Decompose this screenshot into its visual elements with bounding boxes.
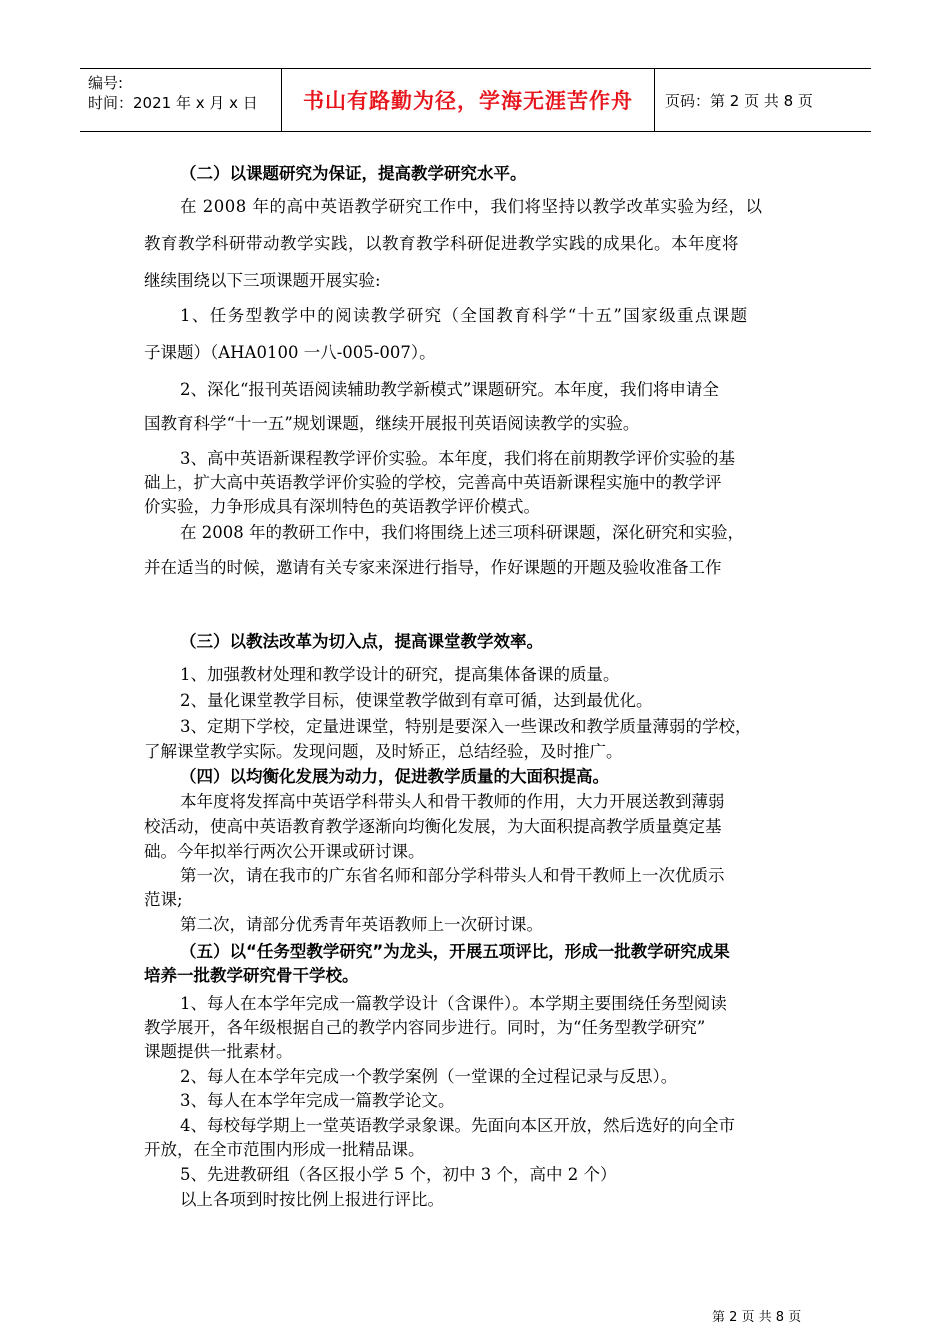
section4-line: 第二次，请部分优秀青年英语教师上一次研讨课。 (180, 915, 543, 934)
section5-line: 2、每人在本学年完成一个教学案例（一堂课的全过程记录与反思）。 (180, 1067, 678, 1086)
section2-line: 并在适当的时候，邀请有关专家来深进行指导，作好课题的开题及验收准备工作 (144, 558, 722, 577)
section3-line: 2、量化课堂教学目标，使课堂教学做到有章可循，达到最优化。 (180, 691, 653, 710)
section2-line: 1、任务型教学中的阅读教学研究（全国教育科学“十五”国家级重点课题 (180, 306, 749, 325)
section3-heading: （三）以教法改革为切入点，提高课堂教学效率。 (180, 632, 543, 651)
section3-line: 了解课堂教学实际。发现问题，及时矫正，总结经验，及时推广。 (144, 742, 623, 761)
section4-line: 础。今年拟举行两次公开课或研讨课。 (144, 842, 425, 861)
section2-line: 子课题）（AHA0100 一八-005-007）。 (144, 343, 436, 362)
section5-line: 课题提供一批素材。 (144, 1042, 293, 1061)
section2-line: 国教育科学“十一五”规划课题，继续开展报刊英语阅读教学的实验。 (144, 414, 640, 433)
section2-line: 价实验，力争形成具有深圳特色的英语教学评价模式。 (144, 497, 540, 516)
time-label: 时间：2021 年 x 月 x 日 (88, 94, 258, 112)
section3-line: 3、定期下学校，定量进课堂，特别是要深入一些课改和教学质量薄弱的学校， (180, 717, 752, 736)
section3-line: 1、加强教材处理和教学设计的研究，提高集体备课的质量。 (180, 665, 620, 684)
section5-line: 3、每人在本学年完成一篇教学论文。 (180, 1091, 455, 1110)
section4-line: 范课; (144, 890, 183, 909)
page-header (80, 68, 871, 132)
code-label: 编号: (88, 74, 124, 92)
section4-line: 校活动，使高中英语教育教学逐渐向均衡化发展，为大面积提高教学质量奠定基 (144, 817, 722, 836)
section5-heading: （五）以“任务型教学研究”为龙头，开展五项评比，形成一批教学研究成果 (180, 942, 730, 961)
section2-line: 继续围绕以下三项课题开展实验: (144, 271, 381, 290)
section5-line: 1、每人在本学年完成一篇教学设计（含课件）。本学期主要围绕任务型阅读 (180, 994, 727, 1013)
section2-line: 础上，扩大高中英语教学评价实验的学校，完善高中英语新课程实施中的教学评 (144, 473, 722, 492)
section5-line: 以上各项到时按比例上报进行评比。 (180, 1190, 444, 1209)
section5-line: 开放，在全市范围内形成一批精品课。 (144, 1140, 425, 1159)
section2-line: 3、高中英语新课程教学评价实验。本年度，我们将在前期教学评价实验的基 (180, 449, 735, 468)
section5-line: 5、先进教研组（各区报小学 5 个，初中 3 个，高中 2 个） (180, 1165, 617, 1184)
section2-heading: （二）以课题研究为保证，提高教学研究水平。 (180, 164, 527, 183)
section4-heading: （四）以均衡化发展为动力，促进教学质量的大面积提高。 (180, 767, 609, 786)
section2-line: 教育教学科研带动教学实践，以教育教学科研促进教学实践的成果化。本年度将 (144, 234, 739, 253)
section4-line: 第一次，请在我市的广东省名师和部分学科带头人和骨干教师上一次优质示 (180, 866, 725, 885)
section2-line: 在 2008 年的教研工作中，我们将围绕上述三项科研课题，深化研究和实验， (180, 523, 744, 542)
section5-line: 4、每校每学期上一堂英语教学录象课。先面向本区开放，然后选好的向全市 (180, 1116, 735, 1135)
section5-heading-cont: 培养一批教学研究骨干学校。 (144, 966, 359, 985)
section5-line: 教学展开，各年级根据自己的教学内容同步进行。同时，为“任务型教学研究” (144, 1018, 706, 1037)
footer-page-number: 第 2 页 共 8 页 (712, 1310, 802, 1325)
section2-line: 2、深化“报刊英语阅读辅助教学新模式”课题研究。本年度，我们将申请全 (180, 380, 719, 399)
header-page-number: 页码：第 2 页 共 8 页 (665, 91, 813, 110)
header-motto: 书山有路勤为径，学海无涯苦作舟 (282, 69, 655, 131)
header-meta (80, 69, 282, 131)
section2-line: 在 2008 年的高中英语教学研究工作中，我们将坚持以教学改革实验为经，以 (180, 197, 763, 216)
section4-line: 本年度将发挥高中英语学科带头人和骨干教师的作用，大力开展送教到薄弱 (180, 792, 725, 811)
